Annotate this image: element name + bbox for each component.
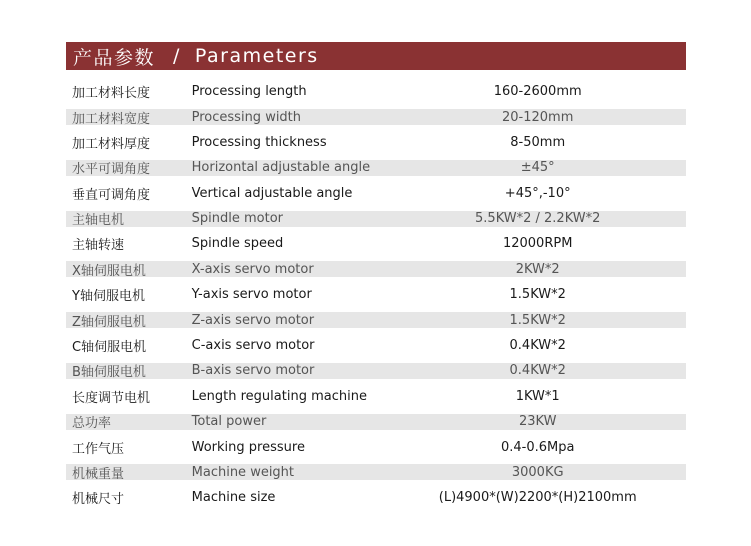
header-title-cn: 产品参数 bbox=[73, 46, 156, 69]
param-value: 0.4KW*2 bbox=[509, 338, 566, 354]
param-name-en: Processing thickness bbox=[191, 134, 327, 150]
param-value: 2KW*2 bbox=[515, 261, 560, 277]
param-value: 0.4-0.6Mpa bbox=[500, 439, 575, 455]
table-row bbox=[66, 231, 686, 256]
header-title-en: Parameters bbox=[194, 45, 319, 67]
param-value: 8-50mm bbox=[510, 134, 566, 150]
param-value: ±45° bbox=[520, 160, 555, 176]
param-name-en: Working pressure bbox=[191, 439, 305, 455]
param-name-cn: Z轴伺服电机 bbox=[72, 314, 146, 330]
param-name-cn: C轴伺服电机 bbox=[72, 340, 147, 356]
param-name-cn: 长度调节电机 bbox=[72, 390, 151, 406]
table-row bbox=[66, 211, 686, 227]
param-name-en: Horizontal adjustable angle bbox=[191, 160, 371, 176]
param-value: 160-2600mm bbox=[493, 84, 582, 100]
param-name-cn: 工作气压 bbox=[72, 441, 125, 457]
table-row bbox=[66, 181, 686, 206]
param-name-cn: Y轴伺服电机 bbox=[72, 289, 145, 305]
param-name-en: Length regulating machine bbox=[191, 388, 367, 404]
table-row bbox=[66, 333, 686, 358]
table-row bbox=[66, 363, 686, 379]
param-name-en: Spindle speed bbox=[191, 236, 284, 252]
table-row bbox=[66, 464, 686, 480]
table-row bbox=[66, 312, 686, 328]
param-name-en: C-axis servo motor bbox=[191, 338, 315, 354]
param-name-cn: 主轴电机 bbox=[72, 213, 125, 229]
param-name-en: Vertical adjustable angle bbox=[191, 185, 353, 201]
table-row bbox=[66, 282, 686, 307]
table-row bbox=[66, 414, 686, 430]
parameter-rows bbox=[66, 79, 686, 511]
param-name-en: B-axis servo motor bbox=[191, 363, 315, 379]
param-value: 1.5KW*2 bbox=[509, 312, 566, 328]
param-name-cn: 机械重量 bbox=[72, 466, 125, 482]
param-name-en: Processing length bbox=[191, 84, 307, 100]
header-separator: / bbox=[173, 45, 181, 67]
param-name-cn: 主轴转速 bbox=[72, 238, 125, 254]
param-value: 1KW*1 bbox=[515, 388, 560, 404]
param-value: 12000RPM bbox=[502, 236, 573, 252]
param-name-en: Machine size bbox=[191, 490, 276, 506]
param-name-cn: 水平可调角度 bbox=[72, 162, 151, 178]
param-name-en: X-axis servo motor bbox=[191, 261, 314, 277]
table-row bbox=[66, 434, 686, 459]
param-value: (L)4900*(W)2200*(H)2100mm bbox=[438, 490, 637, 506]
param-name-en: Machine weight bbox=[191, 464, 295, 480]
param-name-cn: B轴伺服电机 bbox=[72, 365, 146, 381]
param-value: 20-120mm bbox=[502, 109, 574, 125]
param-name-cn: 机械尺寸 bbox=[72, 492, 125, 508]
table-row bbox=[66, 261, 686, 277]
parameters-table bbox=[66, 42, 686, 511]
table-row bbox=[66, 160, 686, 176]
param-value: 5.5KW*2 / 2.2KW*2 bbox=[475, 211, 601, 227]
param-name-cn: 总功率 bbox=[72, 416, 112, 432]
table-row bbox=[66, 384, 686, 409]
table-row bbox=[66, 79, 686, 104]
param-name-en: Y-axis servo motor bbox=[191, 287, 312, 303]
param-name-cn: 加工材料长度 bbox=[72, 86, 151, 102]
param-value: 23KW bbox=[518, 414, 557, 430]
param-value: +45°,-10° bbox=[504, 185, 571, 201]
table-row bbox=[66, 130, 686, 155]
table-row bbox=[66, 109, 686, 125]
param-value: 3000KG bbox=[511, 464, 564, 480]
param-name-cn: 加工材料宽度 bbox=[72, 111, 151, 127]
param-name-en: Z-axis servo motor bbox=[191, 312, 315, 328]
param-name-en: Spindle motor bbox=[191, 211, 284, 227]
table-header bbox=[66, 42, 686, 70]
table-row bbox=[66, 485, 686, 510]
param-name-cn: X轴伺服电机 bbox=[72, 263, 146, 279]
param-name-cn: 加工材料厚度 bbox=[72, 136, 151, 152]
param-name-cn: 垂直可调角度 bbox=[72, 187, 151, 203]
param-name-en: Total power bbox=[191, 414, 267, 430]
param-value: 1.5KW*2 bbox=[509, 287, 566, 303]
param-name-en: Processing width bbox=[191, 109, 302, 125]
param-value: 0.4KW*2 bbox=[509, 363, 566, 379]
